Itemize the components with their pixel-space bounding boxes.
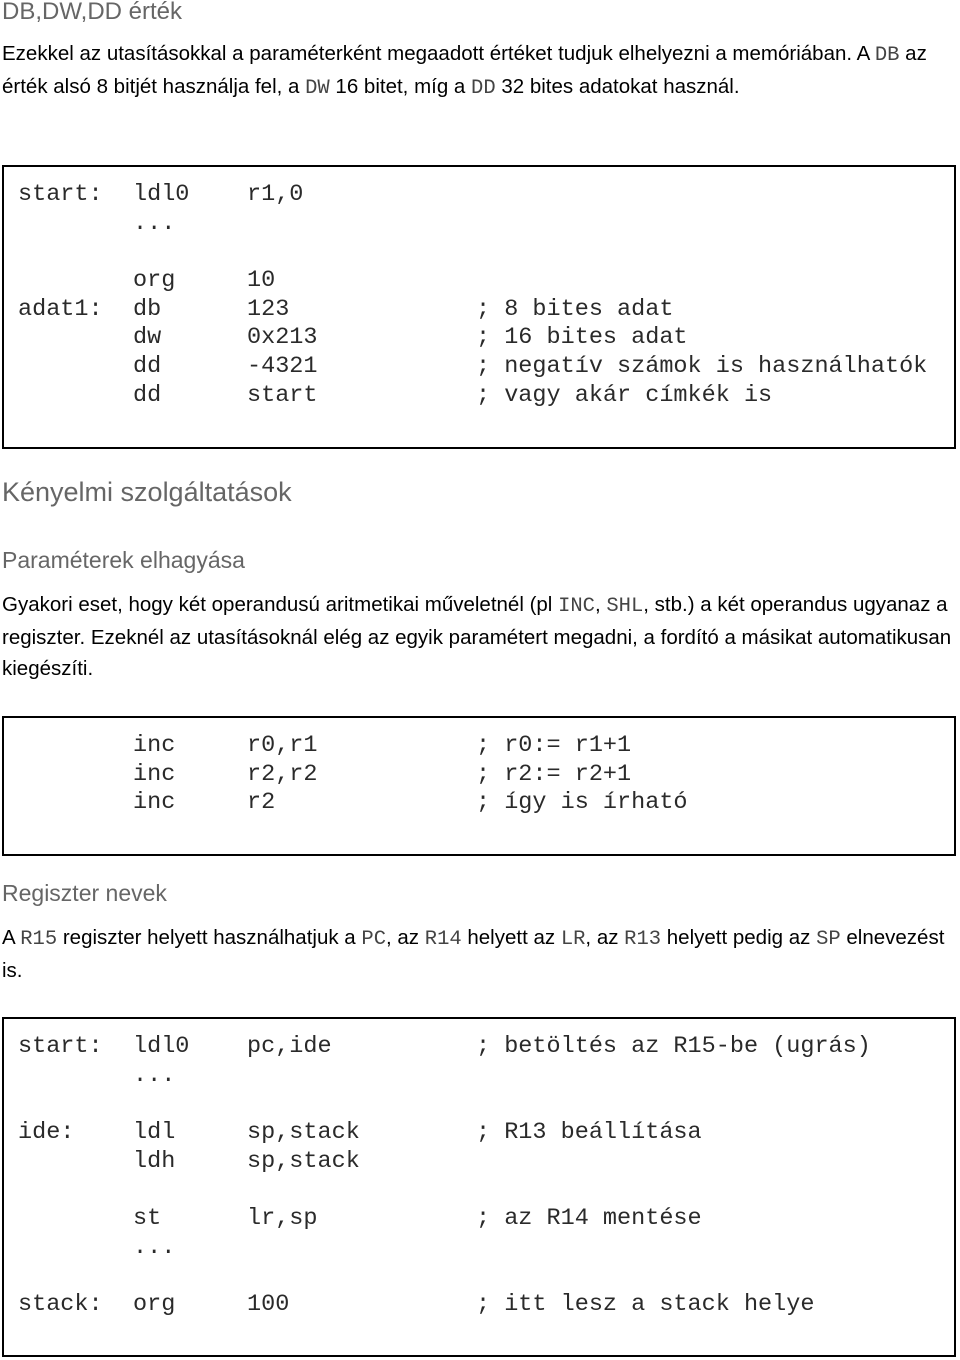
paragraph-text: 32 bites adatokat használ. — [495, 75, 740, 98]
subheading-register-names: Regiszter nevek — [2, 880, 167, 906]
code-mnemonic: ... — [133, 1233, 176, 1261]
code-mnemonic: ... — [133, 1061, 176, 1089]
code-label: ide: — [18, 1119, 75, 1147]
code-operands: start — [247, 381, 318, 409]
paragraph-text: 16 bitet, míg a — [329, 75, 472, 98]
section-heading-db-dw-dd: DB,DW,DD érték — [2, 0, 183, 25]
section3-paragraph — [2, 922, 954, 986]
code-operands: 0x213 — [247, 324, 318, 352]
code-comment: ; r0:= r1+1 — [476, 732, 632, 759]
code-operands: lr,sp — [247, 1205, 318, 1233]
code-mnemonic: db — [133, 295, 162, 323]
code-mnemonic: dd — [133, 353, 162, 381]
inline-code: R13 — [624, 928, 662, 951]
code-mnemonic: org — [133, 1291, 176, 1319]
code-comment: ; r2:= r2+1 — [476, 760, 632, 788]
code-operands: sp,stack — [247, 1147, 360, 1175]
paragraph-text: , stb.) a két operandus ugyanaz a regiszter. Ezeknél az utasításoknál elég az egyik paramétert megadni, a fordító a másikat automatikusan kiegészíti. — [2, 593, 952, 680]
code-mnemonic: inc — [133, 760, 176, 788]
code-mnemonic: inc — [133, 789, 176, 817]
paragraph-text: Gyakori eset, hogy két operandusú aritmetikai műveletnél (pl — [2, 593, 559, 616]
code-mnemonic: ldh — [133, 1147, 176, 1175]
code-comment: ; 16 bites adat — [476, 324, 688, 352]
code-block-2 — [2, 716, 956, 856]
inline-code: DD — [471, 77, 496, 100]
code-label: start: — [18, 1033, 103, 1060]
section1-paragraph — [2, 38, 954, 104]
paragraph-text: Ezekkel az utasításokkal a paraméterként megaadott értéket tudjuk elhelyezni a memóriában. A — [2, 42, 875, 65]
paragraph-text: , az — [585, 926, 625, 949]
code-comment: ; itt lesz a stack helye — [476, 1291, 815, 1319]
code-label: stack: — [18, 1291, 103, 1319]
section2-paragraph — [2, 589, 954, 684]
inline-code: INC — [558, 595, 595, 618]
section-heading-convenience: Kényelmi szolgáltatások — [2, 477, 292, 507]
paragraph-text: helyett az — [461, 926, 561, 949]
inline-code: DW — [305, 77, 330, 100]
code-comment: ; negatív számok is használhatók — [476, 353, 928, 381]
inline-code: R14 — [424, 928, 462, 951]
code-operands: r2,r2 — [247, 760, 318, 788]
paragraph-text: elnevezést is. — [2, 926, 945, 982]
inline-code: DB — [874, 44, 900, 67]
paragraph-text: helyett pedig az — [661, 926, 817, 949]
code-mnemonic: org — [133, 267, 176, 295]
code-operands: -4321 — [247, 353, 318, 381]
code-comment: ; R13 beállítása — [476, 1119, 702, 1147]
code-comment: ; 8 bites adat — [476, 295, 674, 323]
code-operands: 10 — [247, 267, 276, 295]
code-operands: 123 — [247, 295, 290, 323]
inline-code: SP — [816, 928, 841, 951]
code-comment: ; vagy akár címkék is — [476, 381, 773, 409]
code-mnemonic: st — [133, 1205, 162, 1233]
code-comment: ; betöltés az R15-be (ugrás) — [476, 1033, 871, 1060]
code-mnemonic: dw — [133, 324, 162, 352]
code-label: start: — [18, 181, 103, 208]
paragraph-text: az érték alsó 8 bitjét használja fel, a — [2, 42, 927, 98]
code-mnemonic: dd — [133, 381, 162, 409]
code-mnemonic: ldl0 — [133, 181, 190, 208]
code-block-3 — [2, 1017, 956, 1357]
code-comment: ; így is írható — [476, 789, 688, 817]
code-mnemonic: inc — [133, 732, 176, 759]
subheading-omitting-parameters: Paraméterek elhagyása — [2, 547, 245, 573]
code-mnemonic: ldl — [133, 1119, 176, 1147]
inline-code: SHL — [606, 595, 644, 618]
paragraph-text: regiszter helyett használhatjuk a — [57, 926, 362, 949]
code-operands: 100 — [247, 1291, 290, 1319]
paragraph-text: , az — [386, 926, 425, 949]
code-comment: ; az R14 mentése — [476, 1205, 702, 1233]
code-mnemonic: ... — [133, 209, 176, 237]
code-label: adat1: — [18, 295, 103, 323]
code-operands: sp,stack — [247, 1119, 360, 1147]
inline-code: PC — [361, 928, 387, 951]
code-block-1 — [2, 165, 956, 449]
inline-code: LR — [560, 928, 586, 951]
code-operands: r2 — [247, 789, 276, 817]
code-mnemonic: ldl0 — [133, 1033, 190, 1060]
code-operands: r0,r1 — [247, 732, 318, 759]
code-operands: r1,0 — [247, 181, 304, 208]
paragraph-text: , — [594, 593, 607, 616]
code-operands: pc,ide — [247, 1033, 332, 1060]
inline-code: R15 — [20, 928, 58, 951]
paragraph-text: A — [2, 926, 21, 949]
